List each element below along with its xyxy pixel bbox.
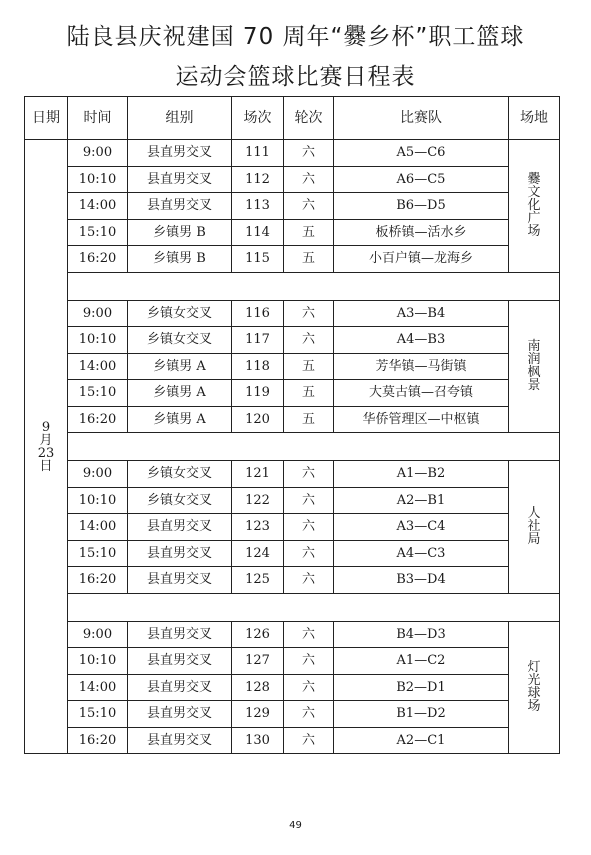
teams-cell: 板桥镇—活水乡 (334, 219, 509, 246)
document-title-line-1: 陆良县庆祝建国 70 周年“爨乡杯”职工篮球 (66, 24, 525, 50)
table-row (25, 327, 560, 354)
round-cell: 五 (284, 219, 334, 246)
time-cell: 16:20 (68, 727, 128, 754)
spacer-row (25, 272, 560, 300)
match-cell: 117 (232, 327, 284, 354)
teams-cell: B2—D1 (334, 674, 509, 701)
header-time: 时间 (68, 97, 128, 140)
match-cell: 130 (232, 727, 284, 754)
venue-char: 化 (527, 198, 541, 214)
time-cell: 10:10 (68, 487, 128, 514)
schedule-body (25, 140, 560, 754)
match-cell: 129 (232, 701, 284, 728)
venue-cell (509, 461, 560, 594)
match-cell: 123 (232, 514, 284, 541)
time-cell: 9:00 (68, 300, 128, 327)
group-cell: 县直男交叉 (128, 193, 232, 220)
group-cell: 县直男交叉 (128, 514, 232, 541)
match-cell: 112 (232, 166, 284, 193)
header-row (25, 97, 560, 140)
time-cell: 14:00 (68, 353, 128, 380)
teams-cell: A3—B4 (334, 300, 509, 327)
round-cell: 五 (284, 246, 334, 273)
time-cell: 9:00 (68, 140, 128, 167)
match-cell: 122 (232, 487, 284, 514)
table-row (25, 219, 560, 246)
venue-char: 场 (527, 224, 541, 240)
header-date: 日期 (25, 97, 68, 140)
round-cell: 六 (284, 140, 334, 167)
time-cell: 15:10 (68, 219, 128, 246)
time-cell: 14:00 (68, 674, 128, 701)
date-char: 月 (39, 432, 53, 448)
time-cell: 10:10 (68, 166, 128, 193)
time-cell: 16:20 (68, 406, 128, 433)
teams-cell: B1—D2 (334, 701, 509, 728)
round-cell: 六 (284, 193, 334, 220)
teams-cell: B4—D3 (334, 621, 509, 648)
venue-char: 球 (527, 686, 541, 702)
teams-cell: 芳华镇—马街镇 (334, 353, 509, 380)
group-cell: 县直男交叉 (128, 648, 232, 675)
venue-char: 南 (527, 339, 541, 355)
venue-char: 光 (527, 673, 541, 689)
table-row (25, 461, 560, 488)
match-cell: 126 (232, 621, 284, 648)
match-cell: 125 (232, 567, 284, 594)
header-teams: 比赛队 (334, 97, 509, 140)
group-cell: 县直男交叉 (128, 540, 232, 567)
table-row (25, 406, 560, 433)
table-row (25, 166, 560, 193)
group-cell: 乡镇男 A (128, 406, 232, 433)
group-cell: 县直男交叉 (128, 140, 232, 167)
match-cell: 115 (232, 246, 284, 273)
time-cell: 10:10 (68, 648, 128, 675)
round-cell: 五 (284, 380, 334, 407)
table-row (25, 540, 560, 567)
header-match: 场次 (232, 97, 284, 140)
time-cell: 9:00 (68, 461, 128, 488)
page-number: 49 (289, 820, 302, 831)
match-cell: 128 (232, 674, 284, 701)
header-group: 组别 (128, 97, 232, 140)
venue-cell (509, 621, 560, 754)
match-cell: 127 (232, 648, 284, 675)
teams-cell: A1—B2 (334, 461, 509, 488)
teams-cell: 小百户镇—龙海乡 (334, 246, 509, 273)
round-cell: 五 (284, 353, 334, 380)
table-row (25, 701, 560, 728)
teams-cell: A4—B3 (334, 327, 509, 354)
teams-cell: A2—B1 (334, 487, 509, 514)
match-cell: 116 (232, 300, 284, 327)
group-cell: 乡镇女交叉 (128, 461, 232, 488)
header-venue: 场地 (509, 97, 560, 140)
time-cell: 16:20 (68, 246, 128, 273)
table-row (25, 300, 560, 327)
time-cell: 16:20 (68, 567, 128, 594)
document-title-line-2: 运动会篮球比赛日程表 (175, 64, 416, 90)
table-row (25, 727, 560, 754)
teams-cell: A4—C3 (334, 540, 509, 567)
venue-cell (509, 300, 560, 433)
round-cell: 六 (284, 701, 334, 728)
teams-cell: A5—C6 (334, 140, 509, 167)
group-cell: 县直男交叉 (128, 727, 232, 754)
time-cell: 15:10 (68, 701, 128, 728)
group-cell: 乡镇男 A (128, 380, 232, 407)
time-cell: 15:10 (68, 380, 128, 407)
match-cell: 119 (232, 380, 284, 407)
match-cell: 118 (232, 353, 284, 380)
date-char: 23 (37, 445, 55, 461)
group-cell: 县直男交叉 (128, 567, 232, 594)
match-cell: 113 (232, 193, 284, 220)
spacer-cell (68, 593, 560, 621)
round-cell: 六 (284, 514, 334, 541)
date-char: 9 (41, 419, 51, 435)
table-row (25, 487, 560, 514)
schedule-table (24, 96, 560, 754)
group-cell: 乡镇女交叉 (128, 487, 232, 514)
group-cell: 乡镇男 A (128, 353, 232, 380)
venue-char: 人 (527, 506, 541, 522)
table-row (25, 353, 560, 380)
match-cell: 111 (232, 140, 284, 167)
teams-cell: B6—D5 (334, 193, 509, 220)
round-cell: 六 (284, 461, 334, 488)
venue-cell (509, 140, 560, 273)
group-cell: 乡镇男 B (128, 219, 232, 246)
group-cell: 乡镇男 B (128, 246, 232, 273)
round-cell: 六 (284, 540, 334, 567)
teams-cell: A6—C5 (334, 166, 509, 193)
spacer-cell (68, 272, 560, 300)
venue-char: 社 (527, 519, 541, 535)
time-cell: 14:00 (68, 193, 128, 220)
round-cell: 六 (284, 621, 334, 648)
time-cell: 10:10 (68, 327, 128, 354)
time-cell: 15:10 (68, 540, 128, 567)
venue-char: 灯 (527, 660, 541, 676)
round-cell: 六 (284, 487, 334, 514)
round-cell: 六 (284, 727, 334, 754)
time-cell: 9:00 (68, 621, 128, 648)
time-cell: 14:00 (68, 514, 128, 541)
date-char: 日 (39, 458, 53, 474)
round-cell: 六 (284, 648, 334, 675)
venue-char: 爨 (527, 172, 541, 188)
table-row (25, 567, 560, 594)
teams-cell: A3—C4 (334, 514, 509, 541)
table-row (25, 380, 560, 407)
round-cell: 六 (284, 300, 334, 327)
table-row (25, 514, 560, 541)
venue-char: 文 (527, 185, 541, 201)
round-cell: 六 (284, 166, 334, 193)
teams-cell: A1—C2 (334, 648, 509, 675)
table-row (25, 246, 560, 273)
match-cell: 124 (232, 540, 284, 567)
date-cell (25, 140, 68, 754)
group-cell: 县直男交叉 (128, 621, 232, 648)
teams-cell: 华侨管理区—中枢镇 (334, 406, 509, 433)
table-row (25, 648, 560, 675)
round-cell: 六 (284, 674, 334, 701)
match-cell: 121 (232, 461, 284, 488)
table-row (25, 140, 560, 167)
match-cell: 114 (232, 219, 284, 246)
round-cell: 五 (284, 406, 334, 433)
venue-char: 场 (527, 699, 541, 715)
table-row (25, 193, 560, 220)
group-cell: 县直男交叉 (128, 166, 232, 193)
venue-char: 景 (527, 378, 541, 394)
group-cell: 县直男交叉 (128, 701, 232, 728)
venue-char: 广 (527, 211, 541, 227)
venue-char: 润 (527, 352, 541, 368)
header-round: 轮次 (284, 97, 334, 140)
table-row (25, 674, 560, 701)
group-cell: 乡镇女交叉 (128, 300, 232, 327)
venue-char: 枫 (527, 365, 541, 381)
round-cell: 六 (284, 327, 334, 354)
group-cell: 乡镇女交叉 (128, 327, 232, 354)
spacer-row (25, 593, 560, 621)
round-cell: 六 (284, 567, 334, 594)
teams-cell: 大莫古镇—召夸镇 (334, 380, 509, 407)
teams-cell: A2—C1 (334, 727, 509, 754)
group-cell: 县直男交叉 (128, 674, 232, 701)
teams-cell: B3—D4 (334, 567, 509, 594)
match-cell: 120 (232, 406, 284, 433)
spacer-cell (68, 433, 560, 461)
spacer-row (25, 433, 560, 461)
venue-char: 局 (527, 532, 541, 548)
table-row (25, 621, 560, 648)
